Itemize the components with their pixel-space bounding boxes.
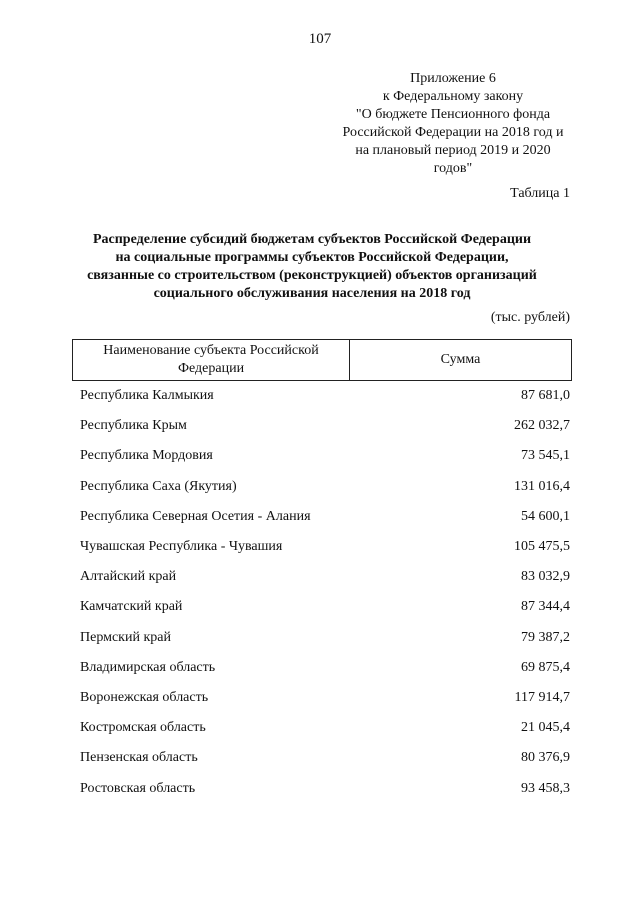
title-line: Распределение субсидий бюджетам субъектов Российской Федерации (92, 232, 532, 247)
table-body (80, 381, 570, 804)
table-row (80, 502, 570, 532)
region-name: Костромская область (80, 720, 206, 736)
amount-value: 73 545,1 (521, 448, 570, 464)
table-row (80, 411, 570, 441)
amount-value: 93 458,3 (521, 780, 570, 796)
region-name: Алтайский край (80, 569, 177, 585)
table-row (80, 683, 570, 713)
amount-value: 87 344,4 (521, 599, 570, 615)
amount-value: 105 475,5 (514, 539, 570, 555)
region-name: Чувашская Республика - Чувашия (80, 539, 283, 555)
title-line: связанные со строительством (реконструкцией) объектов организаций (87, 268, 537, 283)
title-line: на социальные программы субъектов Российской Федерации, (115, 250, 509, 265)
table-row (80, 623, 570, 653)
amount-value: 83 032,9 (521, 569, 570, 585)
appendix-line: Приложение 6 (410, 71, 496, 86)
table-row (80, 743, 570, 773)
column-header-name: Наименование субъекта Российской Федерации (73, 340, 350, 380)
appendix-line: к Федеральному закону (382, 89, 524, 104)
region-name: Пермский край (80, 629, 171, 645)
region-name: Республика Северная Осетия - Алания (80, 508, 311, 524)
page-number: 107 (308, 31, 332, 47)
region-name: Республика Мордовия (80, 448, 213, 464)
appendix-line: на плановый период 2019 и 2020 (355, 143, 551, 158)
table-row (80, 653, 570, 683)
amount-value: 69 875,4 (521, 659, 570, 675)
region-name: Республика Крым (80, 418, 187, 434)
table-row (80, 592, 570, 622)
region-name: Ростовская область (80, 780, 196, 796)
amount-value: 79 387,2 (521, 629, 570, 645)
column-header-sum: Сумма (440, 352, 481, 367)
region-name: Камчатский край (80, 599, 183, 615)
region-name: Республика Калмыкия (80, 388, 214, 404)
table-row (80, 441, 570, 471)
amount-value: 87 681,0 (521, 388, 570, 404)
appendix-line: годов" (433, 161, 473, 176)
table-row (80, 562, 570, 592)
document-title (62, 231, 562, 303)
amount-value: 54 600,1 (521, 508, 570, 524)
table-row (80, 472, 570, 502)
amount-value: 262 032,7 (514, 418, 570, 434)
appendix-block (320, 70, 586, 178)
table-header (72, 339, 572, 381)
amount-value: 80 376,9 (521, 750, 570, 766)
table-row (80, 773, 570, 803)
table-label: Таблица 1 (510, 186, 570, 201)
table-row (80, 532, 570, 562)
title-line: социального обслуживания населения на 2018 год (153, 286, 471, 301)
table-row (80, 713, 570, 743)
region-name: Республика Саха (Якутия) (80, 478, 237, 494)
amount-value: 21 045,4 (521, 720, 570, 736)
region-name: Владимирская область (80, 659, 216, 675)
region-name: Пензенская область (80, 750, 198, 766)
region-name: Воронежская область (80, 689, 209, 705)
amount-value: 117 914,7 (514, 689, 570, 705)
appendix-line: "О бюджете Пенсионного фонда (355, 107, 551, 122)
table-row (80, 381, 570, 411)
amount-value: 131 016,4 (514, 478, 570, 494)
appendix-line: Российской Федерации на 2018 год и (342, 125, 564, 140)
units-label: (тыс. рублей) (490, 310, 570, 325)
